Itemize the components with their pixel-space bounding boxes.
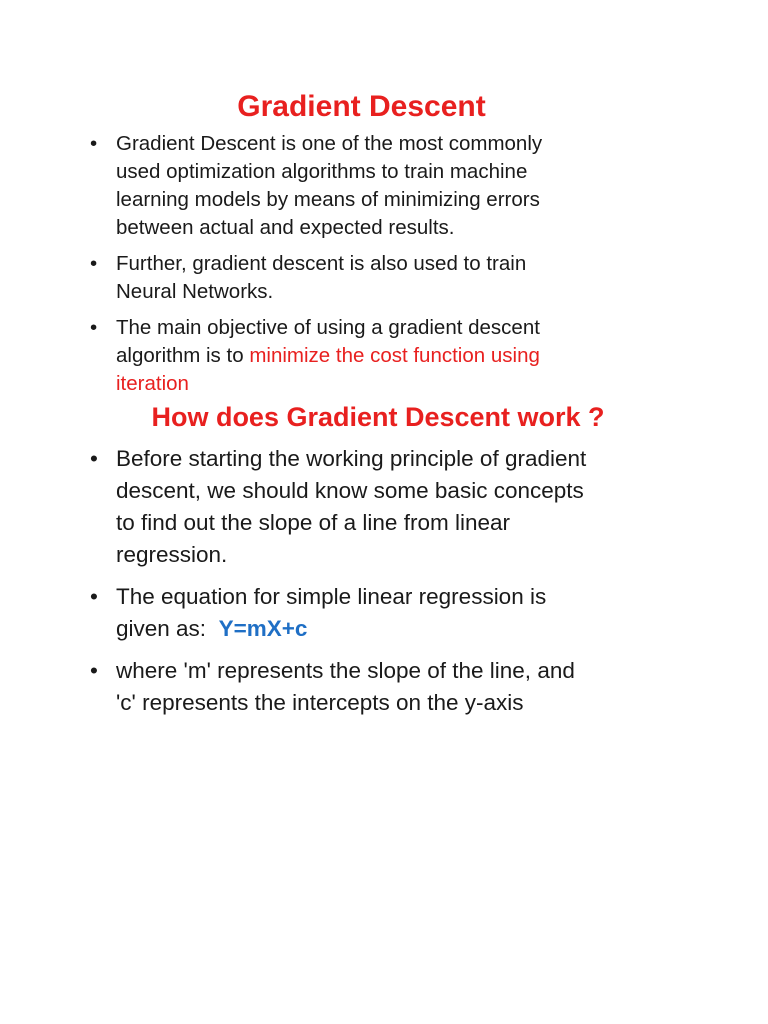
bullet-icon: • [90, 446, 98, 471]
text-segment: given as: [116, 616, 219, 641]
section-title-gradient-descent: Gradient Descent [237, 90, 486, 123]
bullet-icon: • [90, 658, 98, 683]
text-line: learning models by means of minimizing errors [116, 188, 540, 211]
bullet-icon: • [90, 316, 98, 339]
text-line: between actual and expected results. [116, 216, 455, 239]
list-item [0, 443, 586, 571]
bullet-icon: • [90, 252, 98, 275]
section1-bullet-list [0, 130, 542, 406]
list-item [0, 130, 542, 242]
list-item [0, 250, 542, 306]
text-line: to find out the slope of a line from linear [116, 510, 510, 535]
section2-bullet-list [0, 443, 586, 729]
text-line: The main objective of using a gradient descent [116, 316, 540, 339]
text-line: where 'm' represents the slope of the line, and [116, 658, 575, 683]
text-line: regression. [116, 542, 228, 567]
section-title-how-it-works: How does Gradient Descent work ? [151, 402, 605, 432]
text-segment: algorithm is to [116, 344, 250, 367]
text-line: Gradient Descent is one of the most commonly [116, 132, 543, 155]
text-line: Neural Networks. [116, 280, 274, 303]
list-item [0, 314, 542, 398]
list-item [0, 655, 586, 719]
list-item [0, 581, 586, 645]
text-line: Before starting the working principle of gradient [116, 446, 587, 471]
bullet-icon: • [90, 132, 98, 155]
text-line [116, 613, 586, 645]
bullet-icon: • [90, 584, 98, 609]
highlighted-text: iteration [116, 372, 189, 395]
text-line [116, 342, 542, 370]
equation-text: Y=mX+c [218, 616, 308, 641]
highlighted-text: minimize the cost function using [249, 344, 540, 367]
text-line: The equation for simple linear regression is [116, 584, 547, 609]
text-line: 'c' represents the intercepts on the y-axis [116, 690, 524, 715]
text-line: Further, gradient descent is also used to train [116, 252, 527, 275]
text-line: used optimization algorithms to train machine [116, 160, 528, 183]
text-line: descent, we should know some basic concepts [116, 478, 584, 503]
